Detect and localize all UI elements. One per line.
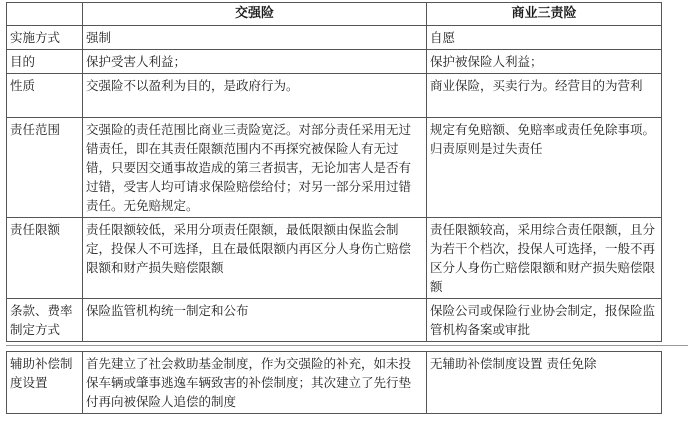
compulsory-cell: 保护受害人利益； — [83, 50, 427, 74]
header-row — [7, 3, 662, 26]
compulsory-cell: 强制 — [83, 26, 427, 50]
commercial-cell: 规定有免赔额、免赔率或责任免除事项。归责原则是过失责任 — [427, 118, 662, 218]
commercial-cell: 责任限额较高，采用综合责任限额，且分为若干个档次，投保人可选择，一般不再区分人身伤亡赔偿限额和财产损失赔偿限额 — [427, 218, 662, 299]
table-row — [7, 218, 662, 299]
row-label: 责任限额 — [7, 218, 83, 299]
row-label: 责任范围 — [7, 118, 83, 218]
header-commercial: 商业三责险 — [427, 3, 662, 26]
commercial-cell: 商业保险，买卖行为。经营目的为营利 — [427, 74, 662, 118]
compulsory-cell: 保险监管机构统一制定和公布 — [83, 299, 427, 342]
compulsory-cell: 交强险的责任范围比商业三责险宽泛。对部分责任采用无过错责任，即在其责任限额范围内不再探究被保险人有无过错，只要因交通事故造成的第三者损害，无论加害人是否有过错，受害人均可请求保险赔偿给付；对另一部分采用过错责任。无免赔规定。 — [83, 118, 427, 218]
compulsory-cell: 首先建立了社会救助基金制度，作为交强险的补充，如未投保车辆或肇事逃逸车辆致害的补偿制度；其次建立了先行垫付再向被保险人追偿的制度 — [83, 352, 427, 414]
commercial-cell: 保护被保险人利益； — [427, 50, 662, 74]
row-label: 条款、费率制定方式 — [7, 299, 83, 342]
row-label: 目的 — [7, 50, 83, 74]
commercial-cell: 自愿 — [427, 26, 662, 50]
table-row — [7, 299, 662, 342]
compulsory-cell: 责任限额较低，采用分项责任限额，最低限额由保监会制定，投保人不可选择，且在最低限额内再区分人身伤亡赔偿限额和财产损失赔偿限额 — [83, 218, 427, 299]
table-row — [7, 50, 662, 74]
comparison-table — [6, 2, 662, 342]
table-row — [7, 352, 662, 414]
table-row — [7, 74, 662, 118]
supplement-table — [6, 351, 662, 414]
commercial-cell: 无辅助补偿制度设置 责任免除 — [427, 352, 662, 414]
table-row — [7, 118, 662, 218]
header-empty — [7, 3, 83, 26]
row-label: 辅助补偿制度设置 — [7, 352, 83, 414]
page-break-line — [6, 345, 688, 346]
commercial-cell: 保险公司或保险行业协会制定，报保险监管机构备案或审批 — [427, 299, 662, 342]
row-label: 实施方式 — [7, 26, 83, 50]
row-label: 性质 — [7, 74, 83, 118]
table-row — [7, 26, 662, 50]
compulsory-cell: 交强险不以盈利为目的，是政府行为。 — [83, 74, 427, 118]
header-compulsory: 交强险 — [83, 3, 427, 26]
